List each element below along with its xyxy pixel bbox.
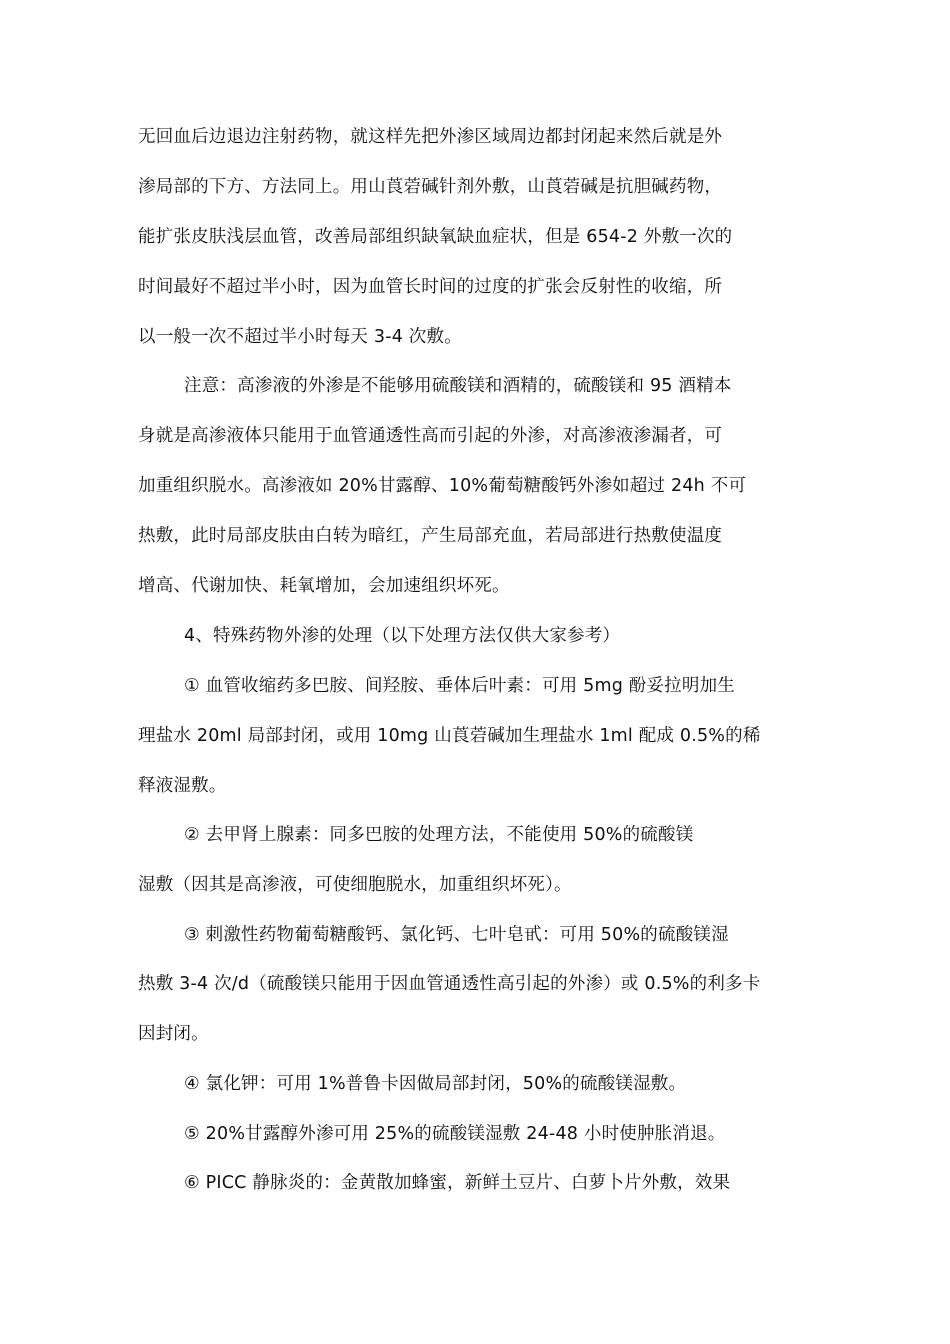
text-line: 身就是高渗液体只能用于血管通透性高而引起的外渗，对高渗液渗漏者，可 <box>138 426 723 446</box>
text-line: 无回血后边退边注射药物，就这样先把外渗区域周边都封闭起来然后就是外 <box>138 127 723 147</box>
text-line: 因封闭。 <box>138 1024 209 1044</box>
text-line: 热敷，此时局部皮肤由白转为暗红，产生局部充血，若局部进行热敷使温度 <box>138 526 723 546</box>
list-item: ⑤ 20%甘露醇外渗可用 25%的硫酸镁湿敷 24-48 小时使肿胀消退。 <box>184 1124 726 1144</box>
text-line: 注意：高渗液的外渗是不能够用硫酸镁和酒精的，硫酸镁和 95 酒精本 <box>184 376 732 396</box>
list-item: ① 血管收缩药多巴胺、间羟胺、垂体后叶素：可用 5mg 酚妥拉明加生 <box>184 676 735 696</box>
text-line: 释液湿敷。 <box>138 776 227 796</box>
text-line: 以一般一次不超过半小时每天 3-4 次敷。 <box>138 327 462 347</box>
list-item: ⑥ PICC 静脉炎的：金黄散加蜂蜜，新鲜土豆片、白萝卜片外敷，效果 <box>184 1173 731 1193</box>
list-item: ② 去甲肾上腺素：同多巴胺的处理方法，不能使用 50%的硫酸镁 <box>184 825 694 845</box>
text-line: 能扩张皮肤浅层血管，改善局部组织缺氧缺血症状，但是 654-2 外敷一次的 <box>138 227 733 247</box>
section-heading: 4、特殊药物外渗的处理（以下处理方法仅供大家参考） <box>184 626 621 646</box>
text-line: 时间最好不超过半小时，因为血管长时间的过度的扩张会反射性的收缩，所 <box>138 277 723 297</box>
text-line: 加重组织脱水。高渗液如 20%甘露醇、10%葡萄糖酸钙外渗如超过 24h 不可 <box>138 476 747 496</box>
text-line: 热敷 3-4 次/d（硫酸镁只能用于因血管通透性高引起的外渗）或 0.5%的利多卡 <box>138 974 761 994</box>
text-line: 渗局部的下方、方法同上。用山莨菪碱针剂外敷，山莨菪碱是抗胆碱药物， <box>138 177 723 197</box>
list-item: ③ 刺激性药物葡萄糖酸钙、氯化钙、七叶皂甙：可用 50%的硫酸镁湿 <box>184 925 729 945</box>
text-line: 湿敷（因其是高渗液，可使细胞脱水，加重组织坏死）。 <box>138 875 572 895</box>
text-line: 理盐水 20ml 局部封闭，或用 10mg 山莨菪碱加生理盐水 1ml 配成 0.5%的稀 <box>138 726 761 746</box>
list-item: ④ 氯化钾：可用 1%普鲁卡因做局部封闭，50%的硫酸镁湿敷。 <box>184 1074 687 1094</box>
text-line: 增高、代谢加快、耗氧增加，会加速组织坏死。 <box>138 576 510 596</box>
